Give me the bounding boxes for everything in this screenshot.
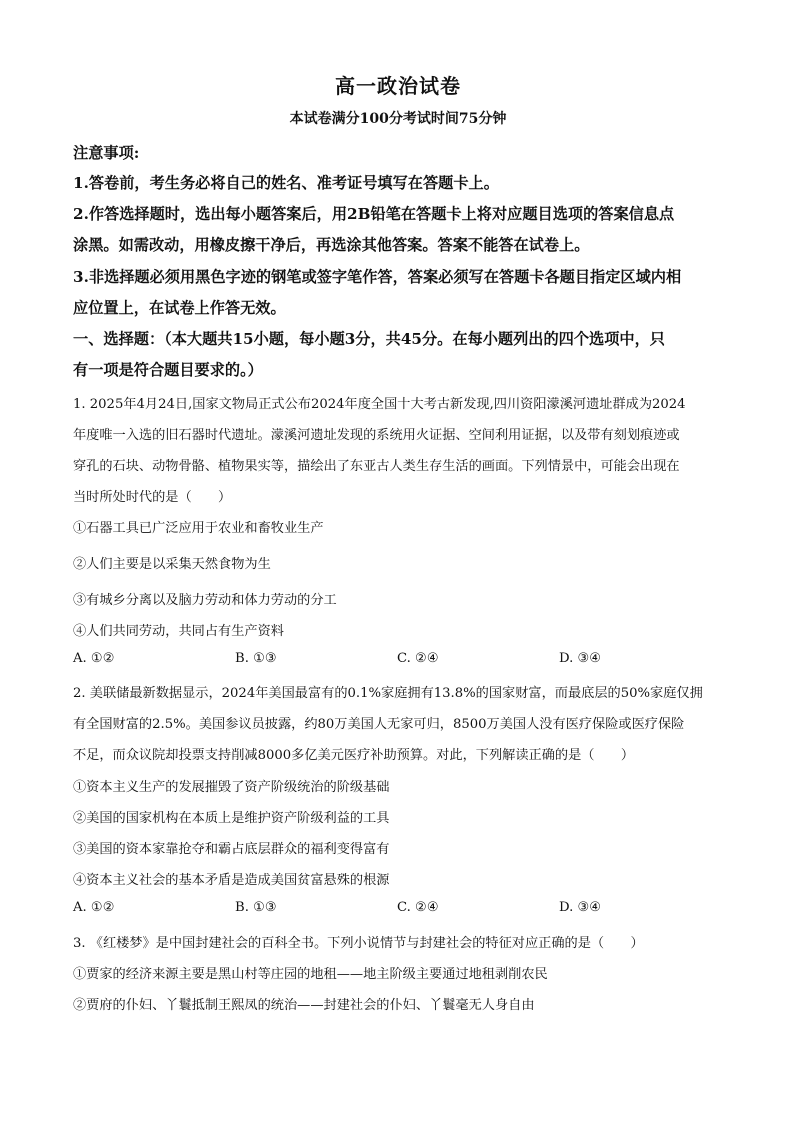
option-d: D. ③④ [559, 900, 602, 915]
notice-line: 2.作答选择题时，选出每小题答案后，用2B铅笔在答题卡上将对应题目选项的答案信息点 [73, 205, 675, 223]
statement-item: ②人们主要是以采集天然食物为生 [73, 557, 271, 572]
option-c: C. ②④ [397, 651, 439, 666]
question-stem: 当时所处时代的是（ ） [73, 490, 232, 505]
option-b: B. ①③ [235, 651, 277, 666]
section-heading: 一、选择题：（本大题共15小题，每小题3分，共45分。在每小题列出的四个选项中，只 [73, 330, 665, 348]
question-stem: 2. 美联储最新数据显示，2024年美国最富有的0.1%家庭拥有13.8%的国家财富，而最底层的50%家庭仅拥 [73, 686, 703, 701]
option-a: A. ①② [73, 651, 115, 666]
notice-line: 应位置上，在试卷上作答无效。 [73, 299, 286, 317]
question-stem: 有全国财富的2.5%。美国参议员披露，约80万美国人无家可归，8500万美国人没有医疗保险或医疗保险 [73, 717, 685, 732]
statement-item: ①石器工具已广泛应用于农业和畜牧业生产 [73, 521, 324, 536]
option-b: B. ①③ [235, 900, 277, 915]
option-d: D. ③④ [559, 651, 602, 666]
option-a: A. ①② [73, 900, 115, 915]
statement-item: ①贾家的经济来源主要是黑山村等庄园的地租——地主阶级主要通过地租剥削农民 [73, 967, 548, 982]
exam-info: 本试卷满分100分考试时间75分钟 [289, 111, 507, 127]
question-stem: 年度唯一入选的旧石器时代遗址。濛溪河遗址发现的系统用火证据、空间利用证据，以及带有刻划痕迹或 [73, 428, 680, 443]
statement-item: ①资本主义生产的发展摧毁了资产阶级统治的阶级基础 [73, 780, 390, 795]
notice-line: 涂黑。如需改动，用橡皮擦干净后，再选涂其他答案。答案不能答在试卷上。 [73, 236, 590, 254]
statement-item: ④资本主义社会的基本矛盾是造成美国贫富悬殊的根源 [73, 873, 390, 888]
statement-item: ③美国的资本家靠抢夺和霸占底层群众的福利变得富有 [73, 842, 390, 857]
notice-heading: 注意事项: [73, 144, 140, 162]
statement-item: ③有城乡分离以及脑力劳动和体力劳动的分工 [73, 593, 337, 608]
page-title: 高一政治试卷 [335, 74, 461, 98]
question-stem: 不足，而众议院却投票支持削减8000多亿美元医疗补助预算。对此，下列解读正确的是（ ） [73, 748, 635, 763]
question-stem: 3. 《红楼梦》是中国封建社会的百科全书。下列小说情节与封建社会的特征对应正确的是（ ） [73, 936, 644, 951]
statement-item: ②贾府的仆妇、丫鬟抵制王熙凤的统治——封建社会的仆妇、丫鬟毫无人身自由 [73, 998, 535, 1013]
question-stem: 1. 2025年4月24日,国家文物局正式公布2024年度全国十大考古新发现,四川资阳濛溪河遗址群成为2024 [73, 397, 686, 412]
section-heading: 有一项是符合题目要求的。） [73, 361, 263, 379]
notice-line: 3.非选择题必须用黑色字迹的钢笔或签字笔作答，答案必须写在答题卡各题目指定区域内相 [73, 268, 682, 286]
option-c: C. ②④ [397, 900, 439, 915]
statement-item: ④人们共同劳动，共同占有生产资料 [73, 624, 284, 639]
statement-item: ②美国的国家机构在本质上是维护资产阶级利益的工具 [73, 811, 390, 826]
notice-line: 1.答卷前，考生务必将自己的姓名、准考证号填写在答题卡上。 [73, 174, 499, 192]
question-stem: 穿孔的石块、动物骨骼、植物果实等，描绘出了东亚古人类生存生活的画面。下列情景中，可能会出现在 [73, 459, 680, 474]
